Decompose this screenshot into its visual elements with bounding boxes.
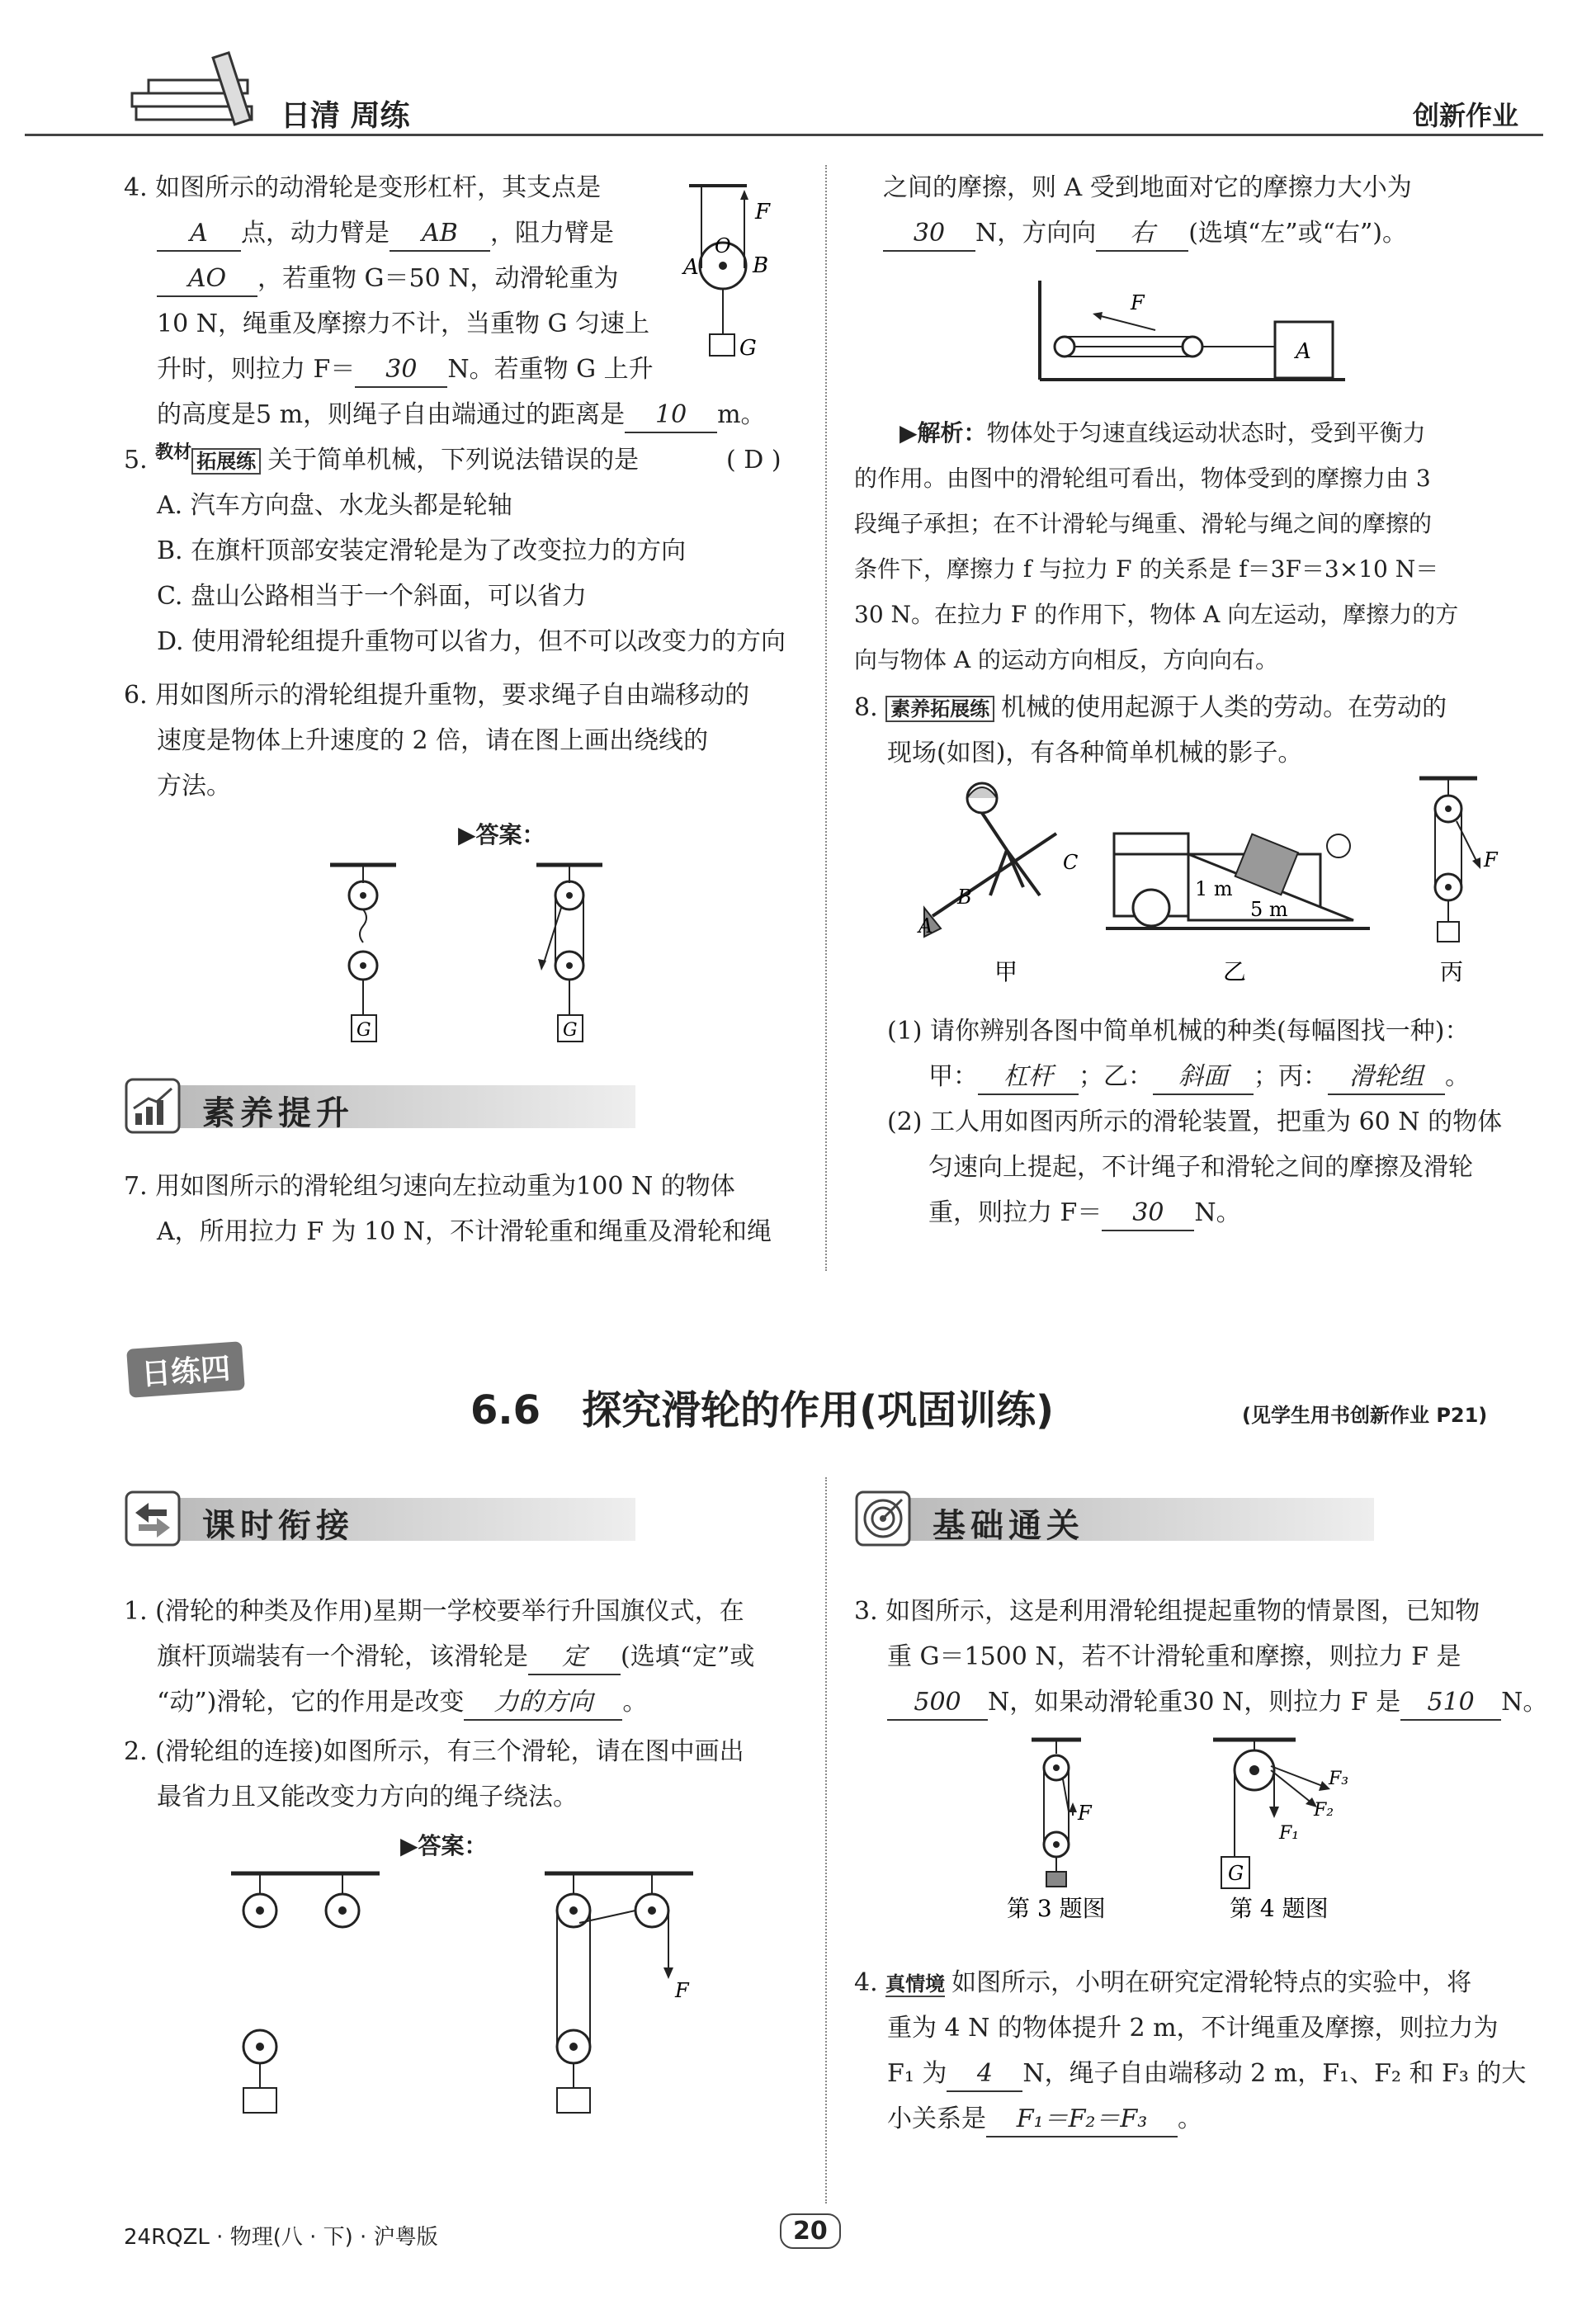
analysis-line3: 段绳子承担；在不计滑轮与绳重、滑轮与绳之间的摩擦的 [854,510,1433,537]
section-title-basics: 基础通关 [933,1507,1084,1545]
svg-text:F₂: F₂ [1314,1800,1334,1821]
q6-line1: 6. 用如图所示的滑轮组提升重物，要求绳子自由端移动的 [124,681,750,710]
ll-q1-line1: 1. (滑轮的种类及作用)星期一学校要举行升国旗仪式，在 [124,1597,744,1626]
svg-text:1 m: 1 m [1195,877,1233,900]
q4-fulcrum-answer: A [157,217,241,252]
lr-q4-relation-answer: F₁＝F₂＝F₃ [986,2103,1178,2137]
svg-text:B: B [957,886,972,909]
q4-line6: 的高度是5 m，则绳子自由端通过的距离是 10 m。 [157,392,766,437]
section-header-link [124,1490,644,1547]
worker-lever-figure [917,783,1078,938]
q4-line4: 10 N，绳重及摩擦力不计，当重物 G 匀速上 [157,309,649,338]
q5-option-d: D. 使用滑轮组提升重物可以省力，但不可以改变力的方向 [157,627,786,656]
q5-option-a: A. 汽车方向盘、水龙头都是轮轴 [157,491,512,520]
column-divider [825,165,827,1271]
q7-friction-answer: 30 [883,217,975,252]
q6-line2: 速度是物体上升速度的 2 倍，请在图上画出绕线的 [157,726,709,755]
svg-text:F₁: F₁ [1279,1823,1300,1844]
fig-label-jia: 甲 [994,958,1018,985]
lr-q4-line2: 重为 4 N 的物体提升 2 m，不计绳重及摩擦，则拉力为 [887,2014,1499,2043]
q8-sub2-line2: 匀速向上提起，不计绳子和滑轮之间的摩擦及滑轮 [928,1153,1473,1182]
q4-line2: A 点，动力臂是 AB ，阻力臂是 [157,210,614,256]
ll-q2-line1: 2. (滑轮组的连接)如图所示，有三个滑轮，请在图中画出 [124,1737,744,1766]
q4-movable-pulley-figure [677,173,817,371]
q5-option-b: B. 在旗杆顶部安装定滑轮是为了改变拉力的方向 [157,536,687,565]
q8-jia-answer: 杠杆 [978,1060,1079,1095]
svg-text:F: F [1131,291,1145,314]
q4-force-answer: 30 [355,353,447,388]
svg-text:5 m: 5 m [1250,898,1288,921]
q8-sub2-line1: (2) 工人用如图丙所示的滑轮装置，把重为 60 N 的物体 [887,1108,1503,1136]
q5-answer: ( D ) [726,446,781,475]
pulley-block-figure [1419,778,1499,942]
lr-q4-line3: F₁ 为 4 N，绳子自由端移动 2 m，F₁、F₂ 和 F₃ 的大 [887,2051,1526,2096]
label-g: G [739,336,757,361]
lr-q3-line3: 500 N，如果动滑轮重30 N，则拉力 F 是 510 N。 [887,1679,1547,1725]
lr-q3-line2: 重 G＝1500 N，若不计滑轮重和摩擦，则拉力 F 是 [887,1642,1461,1671]
q5-stem: 5. $^{教材}$ 拓展练 关于简单机械，下列说法错误的是 [124,442,640,475]
fig-label-bing: 丙 [1440,958,1464,985]
label-f: F [755,200,771,224]
ll-q1-effect-answer: 力的方向 [464,1686,622,1721]
label-o: O [715,234,731,257]
section-title-link: 课时衔接 [202,1507,354,1545]
ll-q2-answer-label: ▶答案： [400,1832,488,1859]
fig3-caption: 第 3 题图 [1007,1895,1106,1922]
q8-line1: 8. 素养拓展练 机械的使用起源于人类的劳动。在劳动的 [854,693,1447,722]
q8-yi-answer: 斜面 [1153,1060,1254,1095]
play-arrow-icon: ▶ [900,419,918,446]
analysis-line2: 的作用。由图中的滑轮组可看出，物体受到的摩擦力由 3 [854,465,1431,492]
q6-pulley-figures [322,858,619,1056]
svg-text:F: F [675,1979,689,2002]
analysis-line1: ▶解析：物体处于匀速直线运动状态时，受到平衡力 [900,419,1426,446]
svg-text:C: C [1063,851,1079,874]
truck-ramp-figure [1106,834,1370,928]
label-a: A [683,255,699,280]
analysis-line5: 30 N。在拉力 F 的作用下，物体 A 向左运动，摩擦力的方 [854,601,1459,628]
svg-text:F: F [1078,1802,1092,1825]
q7-cont-line2: 30 N，方向向 右 (选填“左”或“右”)。 [883,210,1407,256]
svg-text:G: G [357,1020,371,1041]
section-header-basics [854,1490,1382,1547]
q8-sub1-answers: 甲： 杠杆 ；乙： 斜面 ；丙： 滑轮组 。 [928,1054,1470,1099]
q4-effort-arm-answer: AB [390,217,490,252]
q4-distance-answer: 10 [625,399,717,433]
q4-line1: 4. 如图所示的动滑轮是变形杠杆，其支点是 [124,173,602,202]
ll-q1-line2: 旗杆顶端装有一个滑轮，该滑轮是 定 (选填“定”或 [157,1634,754,1679]
target-icon [854,1490,912,1547]
header-right-title: 创新作业 [1413,100,1519,131]
q4-line3: AO ，若重物 G＝50 N，动滑轮重为 [157,256,618,301]
svg-text:A: A [918,914,933,938]
ll-q2-line2: 最省力且又能改变力方向的绳子绕法。 [157,1783,578,1811]
chapter-badge: 日练四 [126,1341,245,1398]
chapter-reference: (见学生用书创新作业 P21) [1242,1404,1488,1427]
lr-q4-f1-answer: 4 [947,2057,1022,2092]
q8-bing-answer: 滑轮组 [1328,1060,1445,1095]
lr-q3-f2-answer: 510 [1400,1686,1501,1721]
ll-q1-kind-answer: 定 [528,1641,621,1675]
fig-label-yi: 乙 [1223,958,1247,985]
q8-sub2-line3: 重，则拉力 F＝ 30 N。 [928,1190,1241,1235]
q5-tag-extension: 拓展练 [191,448,261,475]
column-divider-lower [825,1477,827,2204]
lr-q4-line4: 小关系是 F₁＝F₂＝F₃ 。 [887,2096,1202,2142]
q7-pulley-friction-figure [1032,272,1362,396]
ll-q2-pulley-figures [223,1865,701,2129]
header-title: 日清 周练 [281,99,410,133]
q8-tag: 素养拓展练 [885,696,994,722]
section-title-literacy: 素养提升 [202,1094,354,1132]
q7-cont-line1: 之间的摩擦，则 A 受到地面对它的摩擦力大小为 [883,173,1412,202]
lr-q4-tag: 真情境 [885,1972,946,1996]
q7-line1: 7. 用如图所示的滑轮组匀速向左拉动重为100 N 的物体 [124,1172,735,1201]
header-rule [25,134,1543,136]
analysis-label: ▶解析： [900,419,987,446]
footer-book-code: 24RQZL · 物理(八 · 下) · 沪粤版 [124,2225,438,2250]
q8-line2: 现场(如图)，有各种简单机械的影子。 [887,739,1303,768]
svg-text:F₃: F₃ [1329,1769,1349,1789]
section-header-literacy [124,1077,644,1135]
double-arrow-icon [124,1490,182,1547]
fig4-caption: 第 4 题图 [1230,1895,1329,1922]
q7-line2: A，所用拉力 F 为 10 N，不计滑轮重和绳重及滑轮和绳 [157,1217,772,1246]
q8-labor-figures [916,772,1498,1003]
q8-pull-answer: 30 [1102,1197,1194,1231]
svg-text:G: G [563,1020,578,1041]
lr-q3-line1: 3. 如图所示，这是利用滑轮组提起重物的情景图，已知物 [854,1597,1480,1626]
lr-q3-f1-answer: 500 [887,1686,988,1721]
play-arrow-icon: ▶ [400,1832,418,1859]
q5-tag-textbook: 教材 [155,442,192,463]
label-b: B [753,253,769,278]
analysis-line6: 向与物体 A 的运动方向相反，方向向右。 [854,646,1279,673]
ll-q1-line3: “动”)滑轮，它的作用是改变 力的方向 。 [157,1679,647,1725]
q4-load-arm-answer: AO [157,262,257,297]
q6-line3: 方法。 [157,772,231,801]
lr-q4-line1: 4. 真情境 如图所示，小明在研究定滑轮特点的实验中，将 [854,1968,1472,1997]
q8-sub1: (1) 请你辨别各图中简单机械的种类(每幅图找一种)： [887,1017,1470,1046]
q5-option-c: C. 盘山公路相当于一个斜面，可以省力 [157,582,587,611]
books-logo-icon [124,45,272,136]
svg-text:G: G [1228,1862,1244,1885]
q6-answer-label: ▶答案： [458,821,545,848]
q7-direction-answer: 右 [1096,217,1188,252]
chapter-title: 6.6 探究滑轮的作用(巩固训练) [470,1387,1055,1434]
analysis-line4: 条件下，摩擦力 f 与拉力 F 的关系是 f＝3F＝3×10 N＝ [854,555,1439,583]
page-number: 20 [780,2213,841,2249]
lr-q3-q4-figures [999,1733,1362,1923]
svg-text:A: A [1296,339,1311,364]
q4-line5: 升时，则拉力 F＝ 30 N。若重物 G 上升 [157,347,654,392]
chart-up-icon [124,1077,182,1135]
play-arrow-icon: ▶ [458,821,476,848]
svg-text:F: F [1484,848,1498,872]
